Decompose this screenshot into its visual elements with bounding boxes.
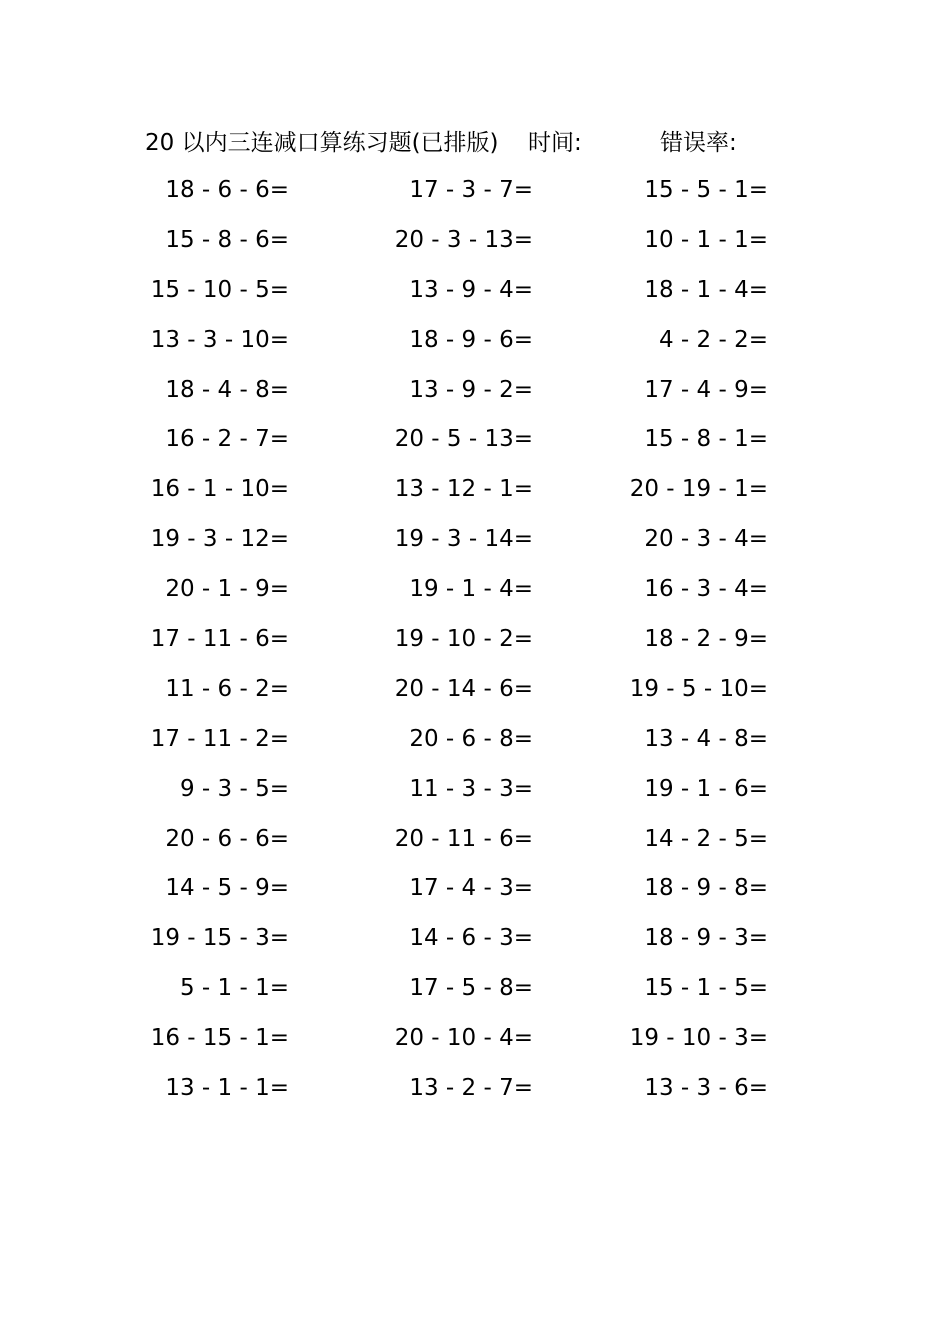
- problem-item: 14 - 6 - 3=: [409, 925, 533, 952]
- problem-item: 19 - 1 - 4=: [409, 576, 533, 603]
- problem-item: 14 - 2 - 5=: [644, 825, 768, 852]
- problem-item: 20 - 14 - 6=: [394, 675, 533, 702]
- problem-item: 19 - 10 - 2=: [394, 626, 533, 653]
- problem-grid: [100, 166, 850, 1114]
- problem-item: 19 - 10 - 3=: [629, 1025, 768, 1052]
- problem-item: 13 - 9 - 4=: [409, 276, 533, 303]
- problem-item: 20 - 5 - 13=: [394, 426, 533, 453]
- problem-item: 20 - 3 - 4=: [644, 526, 768, 553]
- problem-item: 18 - 4 - 8=: [165, 376, 289, 403]
- problem-item: 20 - 3 - 13=: [394, 226, 533, 253]
- worksheet-header: [0, 126, 950, 160]
- problem-item: 19 - 5 - 10=: [629, 675, 768, 702]
- problem-item: 20 - 19 - 1=: [629, 476, 768, 503]
- problem-item: 13 - 3 - 6=: [644, 1075, 768, 1102]
- problem-item: 20 - 11 - 6=: [394, 825, 533, 852]
- problem-item: 9 - 3 - 5=: [179, 775, 289, 802]
- problem-item: 19 - 15 - 3=: [150, 925, 289, 952]
- problem-item: 13 - 9 - 2=: [409, 376, 533, 403]
- error-rate-label: 错误率:: [660, 130, 737, 156]
- problem-item: 20 - 1 - 9=: [165, 576, 289, 603]
- problem-item: 16 - 15 - 1=: [150, 1025, 289, 1052]
- problem-item: 13 - 1 - 1=: [165, 1075, 289, 1102]
- time-label: 时间:: [528, 130, 582, 156]
- problem-item: 16 - 2 - 7=: [165, 426, 289, 453]
- problem-item: 18 - 1 - 4=: [644, 276, 768, 303]
- problem-item: 15 - 8 - 1=: [644, 426, 768, 453]
- problem-item: 20 - 6 - 6=: [165, 825, 289, 852]
- problem-item: 17 - 11 - 2=: [150, 725, 289, 752]
- problem-item: 18 - 2 - 9=: [644, 626, 768, 653]
- problem-item: 14 - 5 - 9=: [165, 875, 289, 902]
- problem-item: 5 - 1 - 1=: [179, 975, 289, 1002]
- problem-item: 17 - 3 - 7=: [409, 177, 533, 203]
- worksheet-title: 20 以内三连减口算练习题(已排版): [145, 130, 499, 156]
- problem-item: 11 - 3 - 3=: [409, 775, 533, 802]
- problem-item: 17 - 4 - 3=: [409, 875, 533, 902]
- problem-item: 17 - 5 - 8=: [409, 975, 533, 1002]
- problem-item: 15 - 8 - 6=: [165, 226, 289, 253]
- problem-item: 20 - 6 - 8=: [409, 725, 533, 752]
- problem-item: 18 - 6 - 6=: [165, 177, 289, 203]
- problem-item: 17 - 4 - 9=: [644, 376, 768, 403]
- problem-item: 18 - 9 - 6=: [409, 326, 533, 353]
- problem-item: 16 - 1 - 10=: [150, 476, 289, 503]
- problem-item: 20 - 10 - 4=: [394, 1025, 533, 1052]
- problem-item: 19 - 3 - 14=: [394, 526, 533, 553]
- problem-item: 16 - 3 - 4=: [644, 576, 768, 603]
- problem-item: 19 - 1 - 6=: [644, 775, 768, 802]
- problem-item: 13 - 4 - 8=: [644, 725, 768, 752]
- problem-item: 15 - 5 - 1=: [644, 177, 768, 203]
- problem-item: 10 - 1 - 1=: [644, 226, 768, 253]
- problem-item: 11 - 6 - 2=: [165, 675, 289, 702]
- problem-item: 15 - 10 - 5=: [150, 276, 289, 303]
- problem-item: 13 - 2 - 7=: [409, 1075, 533, 1102]
- problem-item: 15 - 1 - 5=: [644, 975, 768, 1002]
- problem-item: 13 - 12 - 1=: [394, 476, 533, 503]
- problem-item: 18 - 9 - 3=: [644, 925, 768, 952]
- problem-item: 4 - 2 - 2=: [658, 326, 768, 353]
- problem-item: 17 - 11 - 6=: [150, 626, 289, 653]
- problem-item: 13 - 3 - 10=: [150, 326, 289, 353]
- problem-item: 19 - 3 - 12=: [150, 526, 289, 553]
- problem-item: 18 - 9 - 8=: [644, 875, 768, 902]
